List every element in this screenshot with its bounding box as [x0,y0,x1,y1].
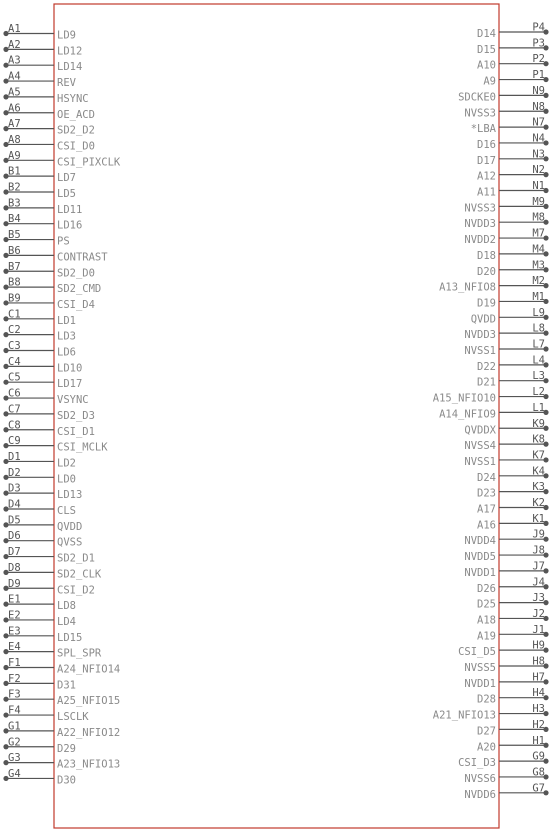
pin-number: H7 [532,671,545,684]
pin-name: NVSS3 [464,107,496,120]
pin-number: B5 [8,229,21,242]
pin-name: A10 [477,59,496,72]
pin-number: B9 [8,292,21,305]
pin-name: CSI_D3 [458,757,496,770]
pin-F3 [3,689,120,708]
pin-name: D15 [477,43,496,56]
pin-name: A12 [477,170,496,183]
pin-number: N4 [532,132,545,145]
pin-number: J9 [532,528,545,541]
pin-number: D2 [8,466,21,479]
pin-number: F2 [8,672,21,685]
pin-number: A1 [8,23,21,35]
pin-number: L7 [532,338,545,351]
pin-name: NVDD5 [464,551,496,564]
component-body [54,4,499,828]
pin-name: *LBA [470,123,496,136]
pin-number: J7 [532,560,545,573]
pin-name: D24 [477,471,496,484]
pin-number: C8 [8,419,21,432]
pin-name: NVSS4 [464,440,496,453]
pin-number: D5 [8,514,21,527]
pin-name: SD2_D2 [57,124,95,137]
pin-number: G1 [8,720,21,733]
pin-number: L8 [532,322,545,335]
pin-number: L1 [532,401,545,414]
pin-name: CONTRAST [57,251,108,264]
pin-name: CLS [57,505,76,517]
pin-number: B6 [8,244,21,257]
pin-name: A9 [483,75,496,88]
pin-name: D22 [477,360,496,373]
pin-number: F3 [8,688,21,701]
pin-number: A9 [8,149,21,162]
pin-number: B7 [8,260,21,273]
pin-number: L9 [532,306,545,319]
pin-number: L4 [532,354,545,367]
pin-name: D30 [57,774,76,787]
pin-number: C1 [8,308,21,321]
pin-name: LD7 [57,172,76,185]
pin-name: NVSS5 [464,662,496,674]
pin-name: CSI_D0 [57,140,95,153]
pin-name: D23 [477,487,496,500]
pin-number: M2 [532,275,545,288]
pin-name: NVSS1 [464,345,496,357]
pin-name: PS [57,235,70,248]
pin-number: C6 [8,387,21,400]
pin-name: CSI_MCLK [57,441,108,454]
pin-name: SPL_SPR [57,647,102,660]
pin-number: F1 [8,657,21,669]
pin-name: D26 [477,582,496,595]
pin-name: D28 [477,693,496,706]
pin-name: CSI_D2 [57,584,95,597]
pin-G4 [3,768,76,787]
pin-number: L3 [532,370,545,383]
pin-name: A20 [477,741,496,754]
pin-number: G9 [532,750,545,763]
pin-name: NVDD3 [464,329,496,342]
pin-number: M8 [532,211,545,224]
pin-G1 [3,720,120,739]
pin-name: LSCLK [57,711,89,724]
pin-name: LD15 [57,631,83,644]
pin-number: H8 [532,655,545,668]
pin-number: E3 [8,625,21,638]
pin-number: B8 [8,276,21,289]
pin-name: D31 [57,679,76,692]
pin-number: M4 [532,243,545,256]
pin-name: NVDD2 [464,234,496,247]
pin-name: LD11 [57,203,83,216]
pin-number: D3 [8,482,21,495]
pin-name: NVDD4 [464,535,496,548]
pin-G7 [464,782,548,801]
pin-number: C5 [8,371,21,384]
pin-number: D7 [8,546,21,559]
pin-F1 [3,657,120,676]
pin-name: A11 [477,186,496,199]
pin-number: M3 [532,259,545,272]
pin-number: P4 [532,21,545,34]
pin-name: LD17 [57,378,83,391]
pin-number: N1 [532,180,545,192]
pin-number: H9 [532,639,545,652]
pin-name: A18 [477,614,496,627]
pin-name: D18 [477,249,496,262]
right-pin-column [433,22,549,801]
pin-name: D20 [477,265,496,278]
pin-name: NVDD6 [464,788,496,801]
pin-number: A8 [8,133,21,146]
pin-name: LD0 [57,473,76,486]
pin-number: K1 [532,512,545,525]
pin-number: D6 [8,530,21,543]
pin-name: CSI_D4 [57,298,95,311]
pin-name: A17 [477,503,496,516]
pin-name: A16 [477,519,496,532]
pin-number: G8 [532,766,545,779]
pin-name: LD9 [57,29,76,42]
pin-name: LD10 [57,362,83,375]
pin-name: LD14 [57,61,83,74]
pin-name: A15_NFIO10 [432,392,496,405]
pin-name: NVSS3 [464,202,496,215]
pin-number: A6 [8,102,21,115]
pin-number: E1 [8,593,21,606]
pin-name: D16 [477,138,496,151]
pin-name: LD4 [57,615,76,628]
pin-number: D1 [8,450,21,463]
pin-name: NVDD3 [464,218,496,231]
pin-number: M7 [532,227,545,240]
pin-name: CSI_PIXCLK [57,156,121,169]
pin-number: K2 [532,497,545,509]
pin-name: LD5 [57,188,76,200]
pin-name: D17 [477,154,496,167]
pin-number: B4 [8,213,21,226]
pin-number: P2 [532,53,545,66]
pin-number: M9 [532,195,545,208]
pin-number: H4 [532,687,545,700]
pin-name: D19 [477,297,496,310]
pin-number: B1 [8,165,21,178]
pin-name: SD2_D1 [57,552,95,565]
pin-name: D21 [477,376,496,389]
pin-number: C4 [8,355,21,368]
pin-number: C9 [8,435,21,448]
pin-A9 [3,150,120,169]
pin-number: K4 [532,465,545,478]
pin-number: H2 [532,718,545,731]
pin-number: P3 [532,37,545,50]
pin-number: N3 [532,148,545,161]
pin-name: LD16 [57,219,83,232]
pin-name: QVDD [470,313,496,326]
pin-name: LD1 [57,314,76,327]
pin-name: A19 [477,630,496,643]
pin-name: D27 [477,725,496,738]
pin-name: D14 [477,28,496,40]
pin-L2 [433,386,549,405]
pin-name: SD2_D3 [57,409,95,422]
pin-number: H3 [532,703,545,716]
pin-number: L2 [532,386,545,399]
pin-name: VSYNC [57,394,89,407]
pin-name: CSI_D1 [57,425,95,438]
pin-name: A25_NFIO15 [57,695,121,708]
pin-name: LD8 [57,600,76,613]
pin-name: NVSS1 [464,455,496,468]
pin-number: D9 [8,577,21,590]
pin-name: LD12 [57,45,83,58]
pin-number: K3 [532,481,545,494]
pin-number: F4 [8,704,21,717]
pin-number: G3 [8,752,21,765]
pin-G3 [3,752,120,771]
pin-number: J4 [532,576,545,589]
pin-number: P1 [532,69,545,82]
pin-number: C3 [8,340,21,352]
pin-name: LD13 [57,489,83,502]
pin-name: NVDD1 [464,566,496,579]
pin-name: D25 [477,598,496,611]
pin-number: N9 [532,84,545,97]
pin-name: NVSS6 [464,772,496,785]
pin-number: A7 [8,118,21,131]
pin-number: B2 [8,181,21,194]
pin-number: D8 [8,561,21,574]
pin-number: J8 [532,544,545,557]
pin-name: A23_NFIO13 [57,758,121,771]
pin-number: N2 [532,164,545,177]
pin-name: A24_NFIO14 [57,663,121,676]
pin-name: SD2_CLK [57,568,102,581]
pin-name: A22_NFIO12 [57,726,121,739]
pin-name: SD2_CMD [57,283,102,296]
pin-number: A3 [8,54,21,67]
pin-name: REV [57,77,76,90]
pin-H3 [433,703,549,722]
pin-name: QVDD [57,520,83,533]
pin-number: K7 [532,449,545,462]
pin-number: D4 [8,498,21,511]
pin-number: M1 [532,290,545,303]
pin-number: B3 [8,197,21,210]
pin-number: E4 [8,641,21,654]
pin-number: C7 [8,403,21,416]
pin-name: SD2_D0 [57,267,95,280]
pin-name: OE_ACD [57,108,95,121]
pin-name: NVDD1 [464,677,496,690]
pin-number: A5 [8,86,21,99]
pin-number: J1 [532,623,545,636]
pin-name: CSI_D5 [458,646,496,659]
pin-name: LD3 [57,330,76,343]
pin-name: SDCKE0 [458,91,496,104]
pin-number: N8 [532,100,545,113]
pin-name: A13_NFIO8 [439,281,496,294]
pin-name: LD6 [57,346,76,359]
pin-number: C2 [8,324,21,337]
pin-number: E2 [8,609,21,622]
pin-name: LD2 [57,457,76,470]
left-pin-column [3,23,120,786]
pin-number: A2 [8,38,21,51]
pin-name: D29 [57,742,76,755]
pin-number: J2 [532,607,545,620]
pin-number: G4 [8,767,21,780]
pin-number: A4 [8,70,21,83]
pin-number: K8 [532,433,545,446]
pin-name: QVDDX [464,424,496,437]
pin-number: H1 [532,734,545,747]
pin-name: QVSS [57,536,83,549]
pin-number: J3 [532,592,545,605]
pin-name: HSYNC [57,92,89,105]
pin-name: A21_NFIO13 [432,709,496,722]
pin-number: G2 [8,736,21,749]
pin-number: N7 [532,116,545,129]
pin-name: A14_NFIO9 [439,408,496,421]
pin-number: K9 [532,417,545,430]
pin-number: G7 [532,782,545,795]
